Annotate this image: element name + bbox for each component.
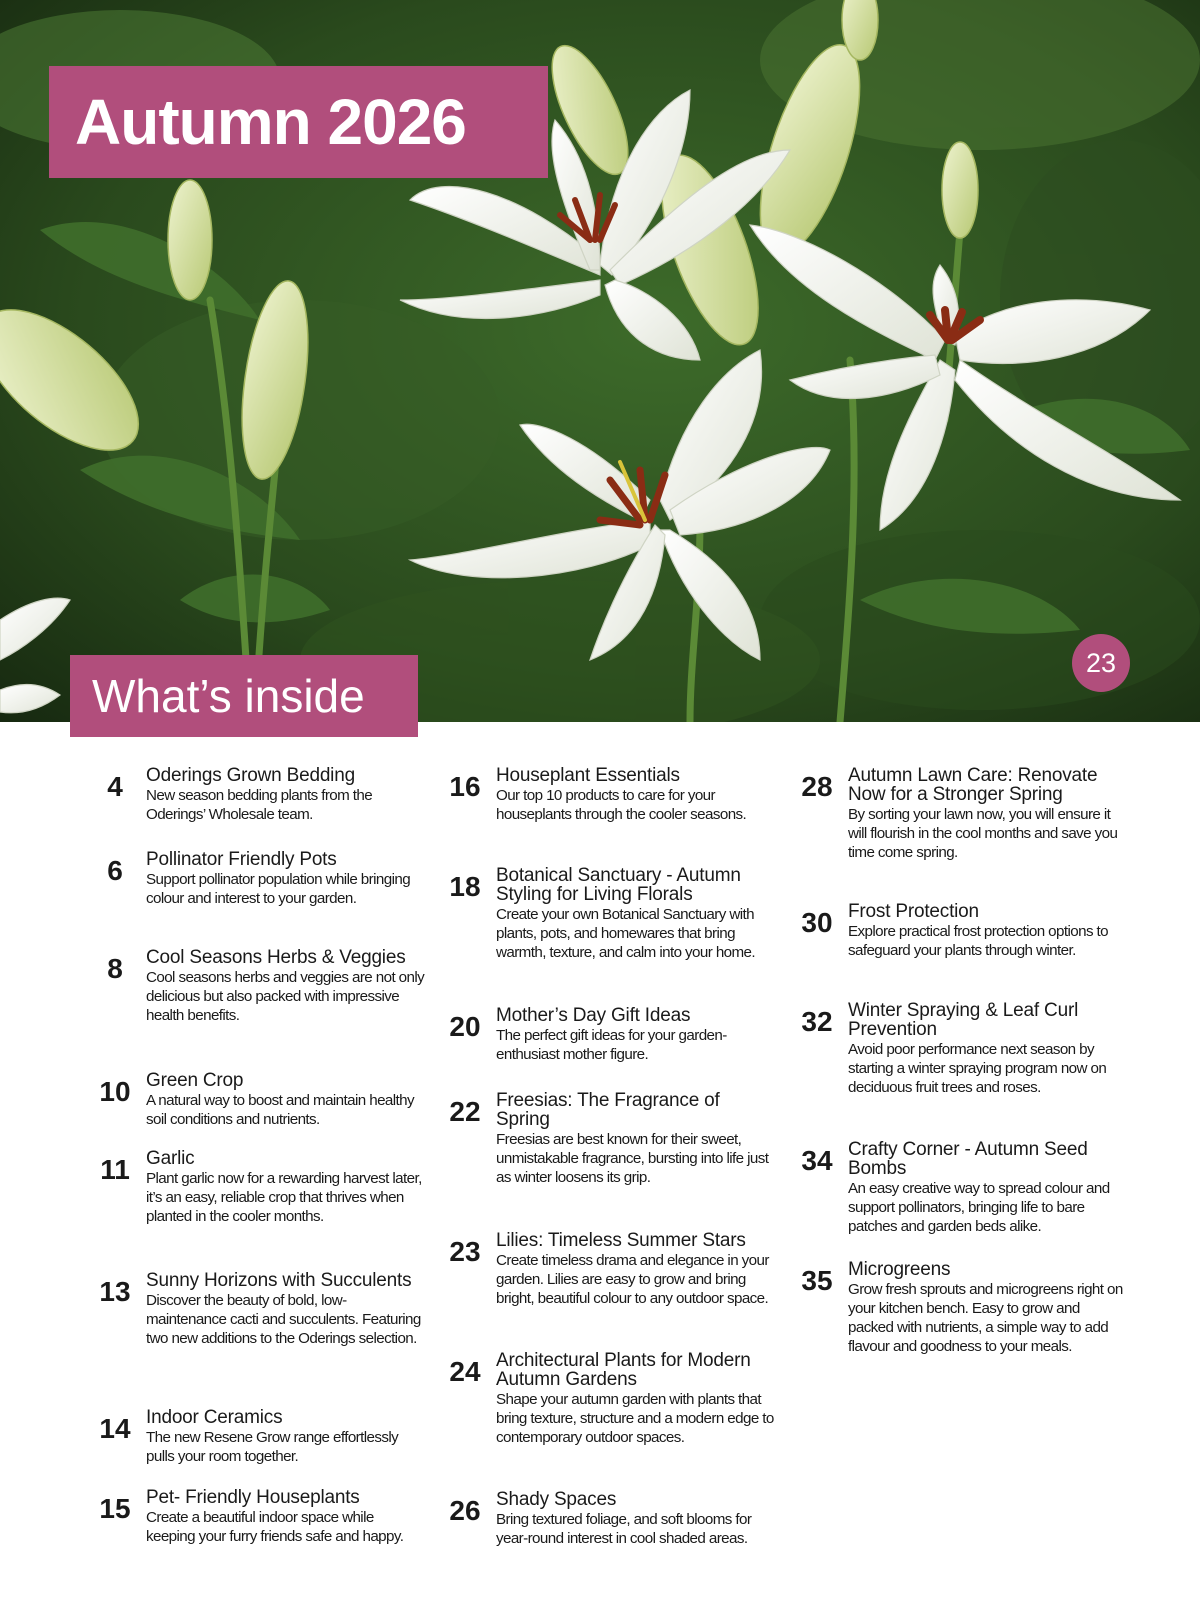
contents-entry[interactable]	[786, 1260, 1124, 1356]
contents-entry[interactable]	[84, 1408, 426, 1466]
entry-description: Create a beautiful indoor space while keeping your furry friends safe and happy.	[146, 1509, 404, 1545]
entry-description: An easy creative way to spread colour and support pollinators, bringing life to bare patches and garden beds alike.	[848, 1180, 1110, 1235]
contents-entry[interactable]	[434, 1490, 776, 1548]
entry-page-number: 24	[449, 1356, 481, 1387]
entry-page-number: 8	[107, 953, 123, 984]
contents-entry[interactable]	[434, 1091, 776, 1187]
entry-page-number: 15	[99, 1493, 131, 1524]
entry-title: Shady Spaces	[496, 1489, 617, 1510]
entry-page-number: 10	[99, 1076, 131, 1107]
entry-title: Lilies: Timeless Summer Stars	[496, 1230, 746, 1251]
entry-description: New season bedding plants from the Oderings’ Wholesale team.	[146, 787, 373, 823]
entry-description: Create your own Botanical Sanctuary with plants, pots, and homewares that bring warmth, texture, and calm into your home.	[496, 906, 756, 961]
entry-page-number: 13	[99, 1276, 131, 1307]
entry-page-number: 4	[107, 771, 123, 802]
entry-description: Explore practical frost protection options to safeguard your plants through winter.	[848, 923, 1109, 959]
entry-title: Pollinator Friendly Pots	[146, 849, 337, 870]
entry-title: Autumn Lawn Care: Renovate Now for a Stronger Spring	[848, 765, 1098, 805]
entry-description: Support pollinator population while bringing colour and interest to your garden.	[146, 871, 411, 907]
entry-title: Mother’s Day Gift Ideas	[496, 1005, 691, 1026]
page-number-badge: 23	[1072, 634, 1130, 692]
contents-entry[interactable]	[786, 766, 1124, 862]
entry-description: Avoid poor performance next season by starting a winter spraying program now on deciduous fruit trees and roses.	[848, 1041, 1107, 1096]
contents-entry[interactable]	[84, 948, 426, 1025]
entry-page-number: 16	[449, 771, 481, 802]
entry-title: Oderings Grown Bedding	[146, 765, 355, 786]
entry-title: Pet- Friendly Houseplants	[146, 1487, 360, 1508]
title-banner	[49, 66, 548, 178]
entry-description: By sorting your lawn now, you will ensure it will flourish in the cool months and save you time come spring.	[848, 806, 1118, 861]
entry-title: Green Crop	[146, 1070, 244, 1091]
contents-entry[interactable]	[84, 1271, 426, 1348]
entry-page-number: 34	[801, 1145, 833, 1176]
entry-description: Create timeless drama and elegance in your garden. Lilies are easy to grow and bring bright, beautiful colour to any outdoor space.	[496, 1252, 769, 1307]
entry-page-number: 32	[801, 1006, 833, 1037]
entry-description: A natural way to boost and maintain healthy soil conditions and nutrients.	[146, 1092, 415, 1128]
entry-page-number: 22	[449, 1096, 481, 1127]
contents-entry[interactable]	[434, 1006, 776, 1064]
contents-entry[interactable]	[84, 766, 426, 824]
entry-title: Crafty Corner - Autumn Seed Bombs	[848, 1139, 1088, 1179]
contents-entry[interactable]	[786, 1140, 1124, 1236]
contents-entry[interactable]	[434, 1351, 776, 1447]
entry-description: Freesias are best known for their sweet, unmistakable fragrance, bursting into life just as winter loosens its grip.	[496, 1131, 769, 1186]
entry-title: Architectural Plants for Modern Autumn Gardens	[496, 1350, 751, 1390]
page-title: Autumn 2026	[75, 86, 466, 158]
entry-page-number: 18	[449, 871, 481, 902]
entry-page-number: 20	[449, 1011, 481, 1042]
entry-description: Discover the beauty of bold, low-maintenance cacti and succulents. Featuring two new additions to the Oderings selection.	[146, 1292, 421, 1347]
entry-page-number: 6	[107, 855, 123, 886]
entry-page-number: 14	[99, 1413, 131, 1444]
entry-page-number: 23	[449, 1236, 481, 1267]
subtitle-banner	[70, 655, 418, 737]
entry-title: Freesias: The Fragrance of Spring	[496, 1090, 720, 1130]
entry-description: The perfect gift ideas for your garden-enthusiast mother figure.	[496, 1027, 727, 1063]
entry-title: Winter Spraying & Leaf Curl Prevention	[848, 1000, 1079, 1040]
contents-entry[interactable]	[434, 1231, 776, 1308]
entry-description: Our top 10 products to care for your houseplants through the cooler seasons.	[496, 787, 747, 823]
entry-description: Bring textured foliage, and soft blooms for year-round interest in cool shaded areas.	[496, 1511, 752, 1547]
entry-description: Grow fresh sprouts and microgreens right on your kitchen bench. Easy to grow and packed with nutrients, a simple way to add flavour and goodness to your meals.	[848, 1281, 1123, 1355]
contents-entry[interactable]	[84, 850, 426, 908]
contents-entry[interactable]	[786, 902, 1124, 960]
contents-entry[interactable]	[786, 1001, 1124, 1097]
entry-title: Sunny Horizons with Succulents	[146, 1270, 412, 1291]
entry-page-number: 28	[801, 771, 833, 802]
contents-entry[interactable]	[434, 766, 776, 824]
entry-description: Shape your autumn garden with plants that bring texture, structure and a modern edge to contemporary outdoor spaces.	[496, 1391, 774, 1446]
entry-description: Cool seasons herbs and veggies are not only delicious but also packed with impressive health benefits.	[146, 969, 425, 1024]
entry-title: Garlic	[146, 1148, 195, 1169]
entry-title: Botanical Sanctuary - Autumn Styling for Living Florals	[496, 865, 741, 905]
entry-page-number: 11	[100, 1154, 130, 1185]
entry-page-number: 35	[801, 1265, 833, 1296]
contents-entry[interactable]	[84, 1488, 426, 1546]
contents-entry[interactable]	[434, 866, 776, 962]
entry-title: Cool Seasons Herbs & Veggies	[146, 947, 406, 968]
entry-title: Frost Protection	[848, 901, 979, 922]
entry-description: The new Resene Grow range effortlessly pulls your room together.	[146, 1429, 399, 1465]
entry-description: Plant garlic now for a rewarding harvest later, it’s an easy, reliable crop that thrives when planted in the cooler months.	[146, 1170, 422, 1225]
section-heading: What’s inside	[92, 670, 365, 722]
entry-page-number: 30	[801, 907, 833, 938]
entry-title: Houseplant Essentials	[496, 765, 680, 786]
entry-title: Microgreens	[848, 1259, 951, 1280]
entry-title: Indoor Ceramics	[146, 1407, 283, 1428]
contents-entry[interactable]	[84, 1149, 426, 1226]
entry-page-number: 26	[449, 1495, 481, 1526]
contents-entry[interactable]	[84, 1071, 426, 1129]
